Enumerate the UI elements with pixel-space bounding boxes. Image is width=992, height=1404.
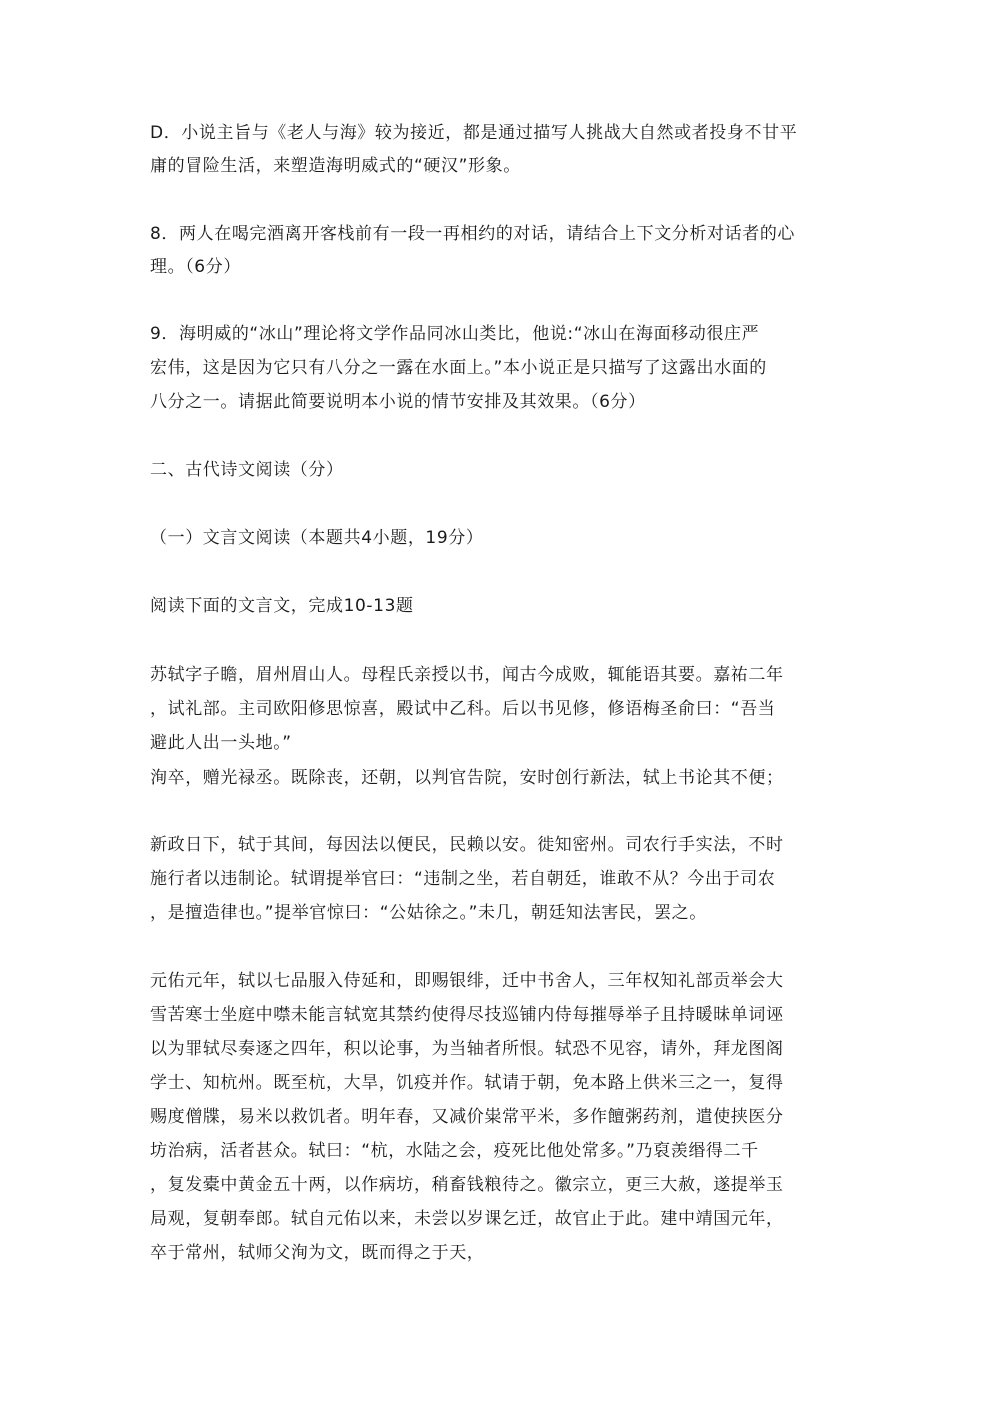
passage-line: 新政日下，轼于其间，每因法以便民，民赖以安。徙知密州。司农行手实法，不时 xyxy=(150,835,784,855)
passage-line: ，复发橐中黄金五十两，以作病坊，稍畜钱粮待之。徽宗立，更三大赦，遂提举玉 xyxy=(150,1175,784,1195)
section-heading: 二、古代诗文阅读（分） xyxy=(150,460,344,480)
passage-line: 苏轼字子瞻，眉州眉山人。母程氏亲授以书，闻古今成败，辄能语其要。嘉祐二年 xyxy=(150,665,784,685)
passage-line: 元佑元年，轼以七品服入侍延和，即赐银绯，迁中书舍人，三年权知礼部贡举会大 xyxy=(150,971,784,991)
text-line: 理。（6分） xyxy=(150,257,241,277)
passage-line: ，试礼部。主司欧阳修思惊喜，殿试中乙科。后以书见修，修语梅圣俞曰：“吾当 xyxy=(150,699,776,719)
passage-line: 赐度僧牒，易米以救饥者。明年春，又减价粜常平米，多作饘粥药剂，遣使挟医分 xyxy=(150,1107,784,1127)
passage-line: 局观，复朝奉郎。轼自元佑以来，未尝以岁课乞迁，故官止于此。建中靖国元年， xyxy=(150,1209,784,1229)
text-line: 庸的冒险生活，来塑造海明威式的“硬汉”形象。 xyxy=(150,156,521,176)
passage-line: 雪苦寒士坐庭中噤未能言轼宽其禁约使得尽技巡铺内侍每摧辱举子且持暖昧单词诬 xyxy=(150,1005,784,1025)
text-line: 八分之一。请据此简要说明本小说的情节安排及其效果。（6分） xyxy=(150,392,646,412)
passage-line: 学士、知杭州。既至杭，大旱，饥疫并作。轼请于朝，免本路上供米三之一，复得 xyxy=(150,1073,784,1093)
passage-line: ，是擅造律也。”提举官惊曰：“公姑徐之。”未几，朝廷知法害民，罢之。 xyxy=(150,903,707,923)
instruction-line: 阅读下面的文言文，完成10-13题 xyxy=(150,596,414,616)
passage-line: 避此人出一头地。” xyxy=(150,733,292,753)
passage-line: 施行者以违制论。轼谓提举官曰：“违制之坐，若自朝廷，谁敢不从？今出于司农 xyxy=(150,869,776,889)
text-line: 宏伟，这是因为它只有八分之一露在水面上。”本小说正是只描写了这露出水面的 xyxy=(150,358,767,378)
text-line: 8．两人在喝完酒离开客栈前有一段一再相约的对话，请结合上下文分析对话者的心 xyxy=(150,224,796,244)
passage-line: 以为罪轼尽奏逐之四年，积以论事，为当轴者所恨。轼恐不见容，请外，拜龙图阁 xyxy=(150,1039,784,1059)
passage-line: 洵卒，赠光禄丞。既除丧，还朝，以判官告院，安时创行新法，轼上书论其不便； xyxy=(150,768,784,788)
text-line: D．小说主旨与《老人与海》较为接近，都是通过描写人挑战大自然或者投身不甘平 xyxy=(150,123,798,143)
passage-line: 坊治病，活者甚众。轼曰：“杭，水陆之会，疫死比他处常多。”乃裒羡缗得二千 xyxy=(150,1141,759,1161)
subsection-heading: （一）文言文阅读（本题共4小题，19分） xyxy=(150,528,484,548)
passage-line: 卒于常州，轼师父洵为文，既而得之于天， xyxy=(150,1243,485,1263)
text-line: 9．海明威的“冰山”理论将文学作品同冰山类比，他说:“冰山在海面移动很庄严 xyxy=(150,324,760,344)
